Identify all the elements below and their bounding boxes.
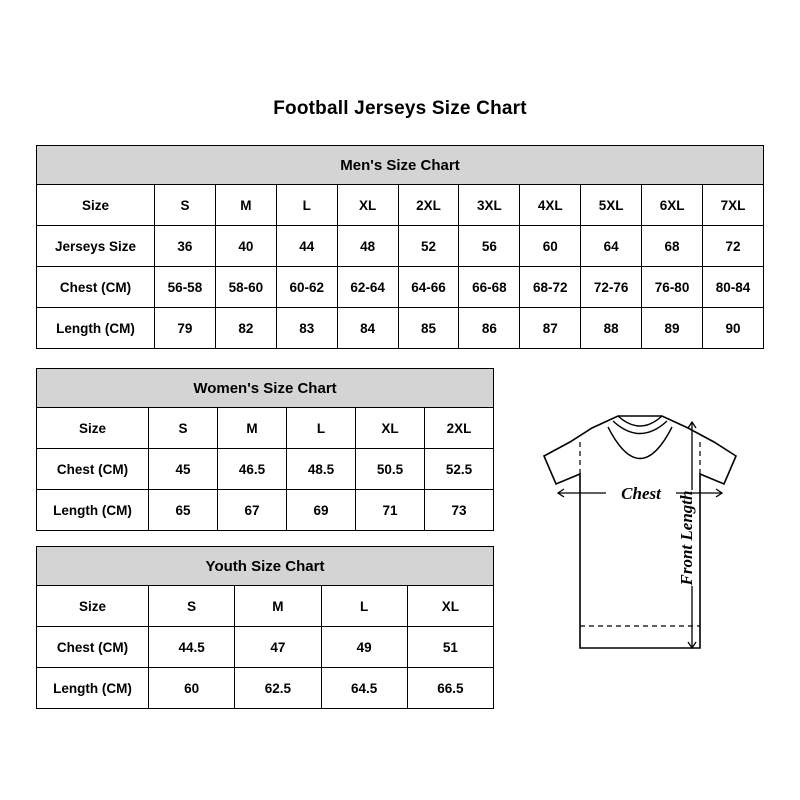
row-label: Chest (CM) — [37, 449, 149, 490]
table-cell: 64 — [581, 226, 642, 267]
row-label: Jerseys Size — [37, 226, 155, 267]
table-cell: 2XL — [398, 185, 459, 226]
table-cell: 89 — [642, 308, 703, 349]
table-cell: 62.5 — [235, 668, 321, 709]
table-cell: 50.5 — [356, 449, 425, 490]
table-cell: 64-66 — [398, 267, 459, 308]
table-cell: XL — [356, 408, 425, 449]
table-cell: 71 — [356, 490, 425, 531]
table-row — [37, 308, 764, 349]
table-cell: 90 — [703, 308, 764, 349]
mens-chart-caption: Men's Size Chart — [37, 146, 764, 185]
table-cell: 49 — [321, 627, 407, 668]
table-cell: 52 — [398, 226, 459, 267]
row-label: Length (CM) — [37, 308, 155, 349]
table-cell: 73 — [425, 490, 494, 531]
table-cell: 60 — [149, 668, 235, 709]
table-cell: 48 — [337, 226, 398, 267]
table-row — [37, 267, 764, 308]
table-cell: 64.5 — [321, 668, 407, 709]
table-row — [37, 449, 494, 490]
table-cell: XL — [407, 586, 493, 627]
mens-size-chart-container — [36, 145, 764, 349]
youth-chart-caption: Youth Size Chart — [37, 547, 494, 586]
table-cell: 68 — [642, 226, 703, 267]
table-cell: 67 — [218, 490, 287, 531]
table-cell: 80-84 — [703, 267, 764, 308]
table-cell: 65 — [149, 490, 218, 531]
table-cell: 62-64 — [337, 267, 398, 308]
table-cell: L — [321, 586, 407, 627]
womens-size-chart-table — [36, 368, 494, 531]
table-cell: 44.5 — [149, 627, 235, 668]
table-cell: 88 — [581, 308, 642, 349]
row-label: Chest (CM) — [37, 267, 155, 308]
table-row — [37, 226, 764, 267]
table-cell: 48.5 — [287, 449, 356, 490]
table-cell: XL — [337, 185, 398, 226]
table-cell: 76-80 — [642, 267, 703, 308]
table-cell: 84 — [337, 308, 398, 349]
table-cell: 69 — [287, 490, 356, 531]
table-cell: 83 — [276, 308, 337, 349]
page-title: Football Jerseys Size Chart — [273, 98, 527, 119]
youth-size-chart-container — [36, 546, 494, 709]
table-cell: M — [215, 185, 276, 226]
womens-chart-caption: Women's Size Chart — [37, 369, 494, 408]
youth-size-chart-table — [36, 546, 494, 709]
table-cell: S — [149, 586, 235, 627]
table-cell: S — [155, 185, 216, 226]
table-cell: 66.5 — [407, 668, 493, 709]
table-cell: 51 — [407, 627, 493, 668]
table-row — [37, 668, 494, 709]
table-cell: 47 — [235, 627, 321, 668]
table-row — [37, 408, 494, 449]
table-cell: S — [149, 408, 218, 449]
table-cell: 72 — [703, 226, 764, 267]
mens-size-chart-table — [36, 145, 764, 349]
table-cell: 56-58 — [155, 267, 216, 308]
table-cell: M — [235, 586, 321, 627]
table-cell: 82 — [215, 308, 276, 349]
table-cell: 58-60 — [215, 267, 276, 308]
sleeve-seam-lines — [580, 438, 700, 474]
table-cell: 5XL — [581, 185, 642, 226]
table-cell: 52.5 — [425, 449, 494, 490]
row-label: Length (CM) — [37, 668, 149, 709]
table-cell: 6XL — [642, 185, 703, 226]
table-row — [37, 185, 764, 226]
table-cell: 66-68 — [459, 267, 520, 308]
table-cell: 44 — [276, 226, 337, 267]
row-label: Size — [37, 586, 149, 627]
table-cell: 79 — [155, 308, 216, 349]
table-caption-row — [37, 547, 494, 586]
table-row — [37, 490, 494, 531]
table-cell: 40 — [215, 226, 276, 267]
table-cell: 4XL — [520, 185, 581, 226]
table-cell: 7XL — [703, 185, 764, 226]
table-cell: 72-76 — [581, 267, 642, 308]
table-cell: L — [276, 185, 337, 226]
table-cell: 3XL — [459, 185, 520, 226]
table-cell: 60 — [520, 226, 581, 267]
table-cell: 46.5 — [218, 449, 287, 490]
table-cell: 56 — [459, 226, 520, 267]
womens-size-chart-container — [36, 368, 494, 531]
table-cell: 87 — [520, 308, 581, 349]
row-label: Length (CM) — [37, 490, 149, 531]
table-caption-row — [37, 369, 494, 408]
jersey-outline-icon — [544, 416, 736, 648]
table-cell: 68-72 — [520, 267, 581, 308]
table-cell: 86 — [459, 308, 520, 349]
table-cell: M — [218, 408, 287, 449]
front-length-label: Front Length — [677, 490, 696, 586]
table-cell: 60-62 — [276, 267, 337, 308]
table-cell: 45 — [149, 449, 218, 490]
jersey-measurement-diagram — [500, 398, 780, 688]
table-cell: 85 — [398, 308, 459, 349]
table-caption-row — [37, 146, 764, 185]
row-label: Size — [37, 408, 149, 449]
table-cell: L — [287, 408, 356, 449]
table-cell: 36 — [155, 226, 216, 267]
table-cell: 2XL — [425, 408, 494, 449]
row-label: Size — [37, 185, 155, 226]
jersey-collar-icon — [608, 416, 672, 459]
row-label: Chest (CM) — [37, 627, 149, 668]
chest-label: Chest — [621, 484, 661, 503]
table-row — [37, 627, 494, 668]
table-row — [37, 586, 494, 627]
